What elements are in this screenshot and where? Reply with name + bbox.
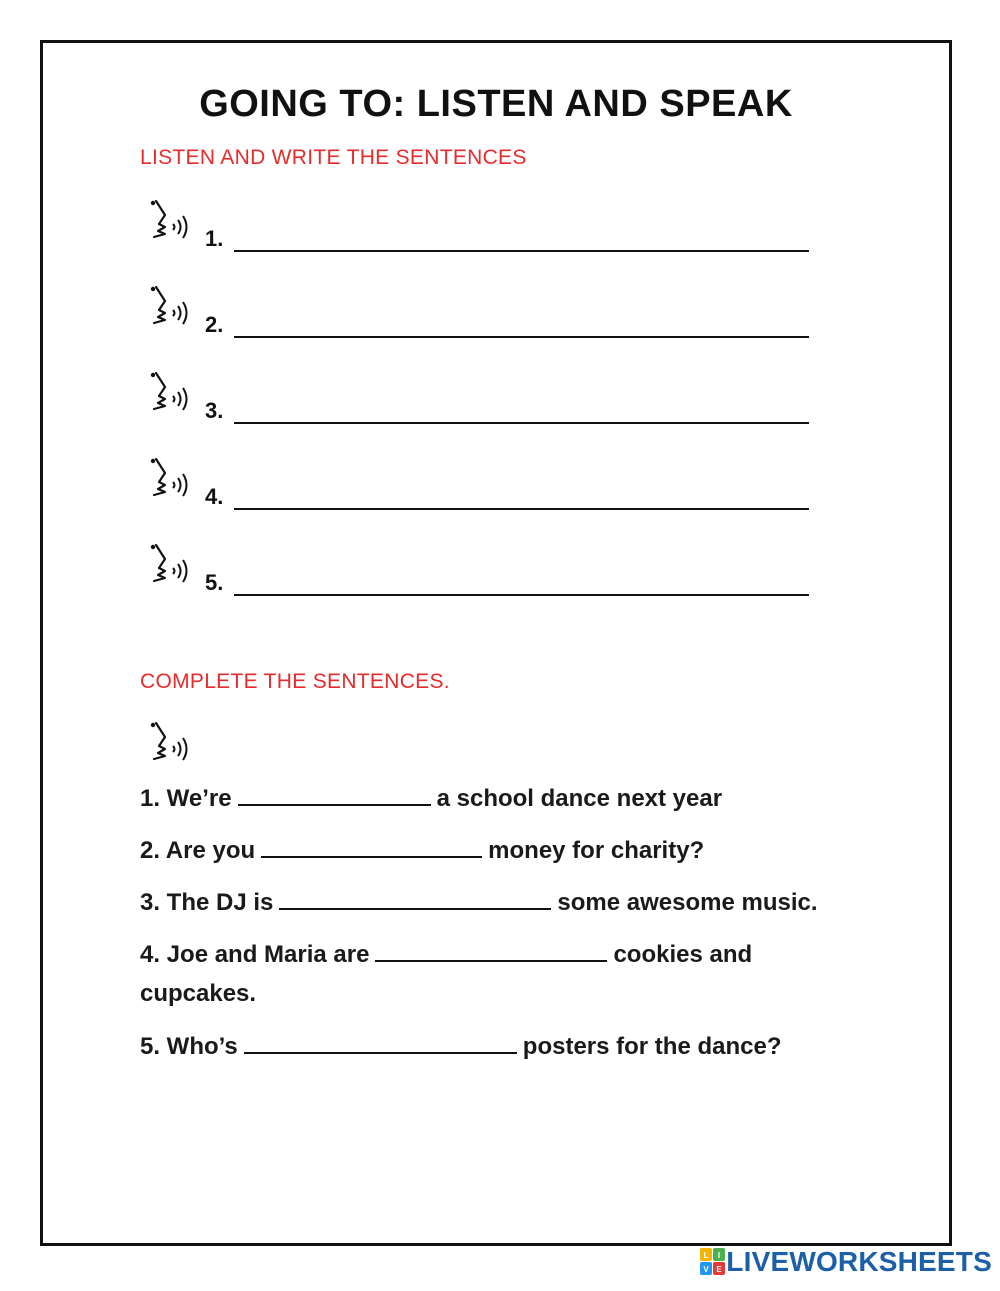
listen-item-4 — [147, 456, 817, 526]
blank-input[interactable] — [261, 855, 482, 858]
page-title: GOING TO: LISTEN AND SPEAK — [199, 83, 793, 125]
sentence-2: 2. Are you money for charity? — [140, 837, 705, 864]
live-badge-icon — [700, 1248, 726, 1276]
speaking-head-icon[interactable] — [147, 720, 197, 766]
blank-input[interactable] — [375, 959, 607, 962]
logo-text: LIVEWORKSHEETS — [726, 1246, 992, 1277]
speaking-head-icon[interactable] — [147, 284, 197, 330]
worksheet-page — [40, 40, 952, 1246]
badge-letter: V — [703, 1265, 709, 1274]
sentence-4: 4. Joe and Maria are cookies and cupcakes. — [140, 941, 753, 1007]
speaking-head-icon[interactable] — [147, 542, 197, 588]
listen-item-1 — [147, 198, 817, 268]
listen-item-5 — [147, 542, 817, 612]
badge-letter: E — [716, 1265, 722, 1274]
item-number: 4. — [205, 484, 224, 509]
answer-input-line[interactable] — [234, 250, 809, 252]
sentence-3: 3. The DJ is some awesome music. — [140, 889, 818, 916]
speaking-head-icon[interactable] — [147, 456, 197, 502]
item-number: 2. — [205, 312, 224, 337]
answer-input-line[interactable] — [234, 594, 809, 596]
liveworksheets-logo[interactable] — [700, 1247, 992, 1277]
speaking-head-icon[interactable] — [147, 370, 197, 416]
item-number: 3. — [205, 398, 224, 423]
answer-input-line[interactable] — [234, 422, 809, 424]
answer-input-line[interactable] — [234, 508, 809, 510]
badge-letter: I — [718, 1251, 721, 1260]
listen-item-2 — [147, 284, 817, 354]
sentence-5: 5. Who’s posters for the dance? — [140, 1033, 782, 1060]
speaking-head-icon[interactable] — [147, 198, 197, 244]
sentence-1: 1. We’re a school dance next year — [140, 785, 723, 812]
blank-input[interactable] — [279, 907, 551, 910]
badge-letter: L — [703, 1251, 709, 1260]
listen-item-3 — [147, 370, 817, 440]
section-heading-complete: COMPLETE THE SENTENCES. — [140, 670, 450, 693]
blank-input[interactable] — [244, 1051, 517, 1054]
item-number: 5. — [205, 570, 224, 595]
blank-input[interactable] — [238, 803, 431, 806]
item-number: 1. — [205, 226, 224, 251]
section-heading-listen: LISTEN AND WRITE THE SENTENCES — [140, 146, 527, 169]
answer-input-line[interactable] — [234, 336, 809, 338]
